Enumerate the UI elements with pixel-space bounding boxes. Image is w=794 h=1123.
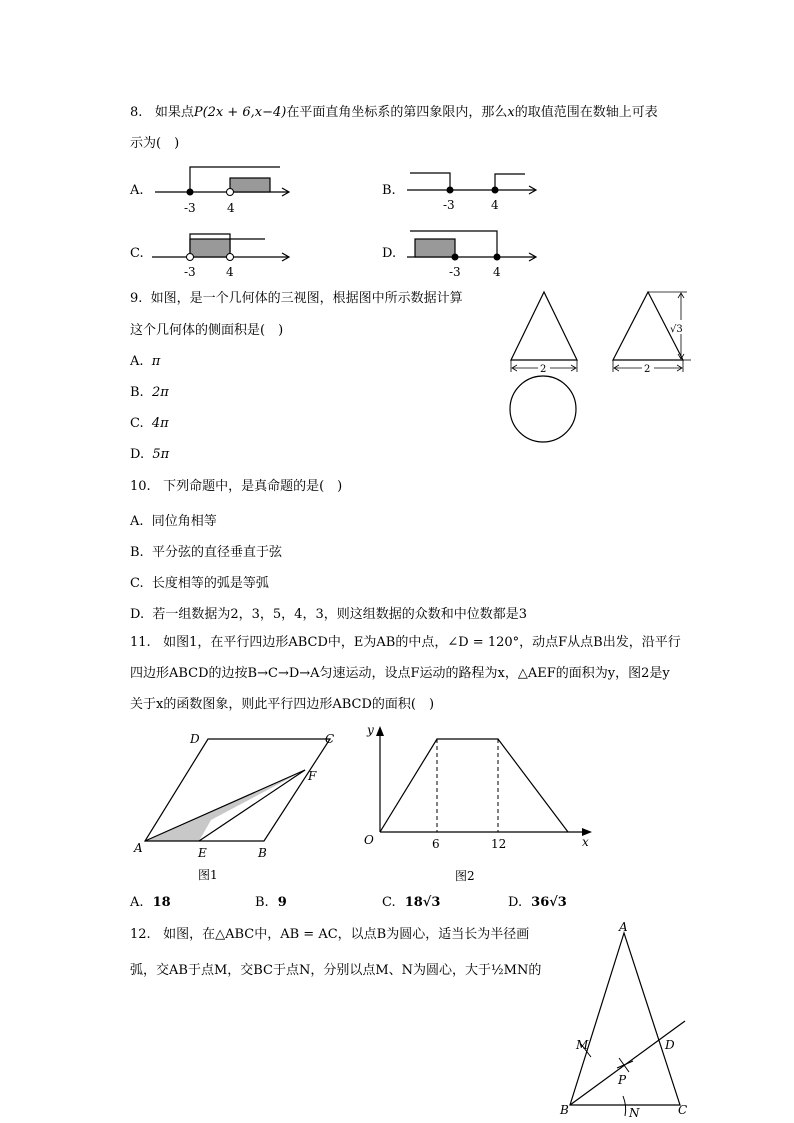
q8-option-b-label: B. — [382, 183, 396, 198]
q8-a-tick-1: -3 — [184, 201, 196, 215]
q11-origin-label: O — [364, 833, 374, 847]
q8-text-b: 在平面直角坐标系的第四象限内，那么 — [286, 105, 508, 120]
q11-tick-12: 12 — [491, 837, 507, 851]
q12-label-c: C — [678, 1103, 688, 1117]
q8-d-tick-2: 4 — [493, 265, 501, 279]
q11-x-axis-label: x — [582, 835, 589, 849]
q10-number: 10. — [130, 479, 151, 494]
q11-figure-2 — [360, 722, 600, 887]
q8-option-b-figure — [405, 162, 545, 217]
q8-option-d-label: D. — [382, 246, 397, 261]
q12-label-n: N — [629, 1106, 640, 1120]
q8-point: P(2x + 6,x−4) — [193, 105, 287, 120]
q9-option-d: D. 5π — [130, 447, 170, 462]
q11-label-d: D — [190, 732, 200, 746]
q11-number: 11. — [130, 635, 151, 650]
q9-line1 — [130, 290, 463, 308]
q12-line2: 弧，交AB于点M，交BC于点N，分别以点M、N为圆心，大于½MN的 — [130, 963, 542, 978]
q10-option-d: D. 若一组数据为2，3，5，4，3，则这组数据的众数和中位数都是3 — [130, 607, 527, 622]
q8-text-c: 的取值范围在数轴上可表 — [514, 105, 658, 120]
q12-label-b: B — [560, 1103, 569, 1117]
q11-fig1-caption: 图1 — [198, 868, 218, 882]
q8-c-tick-1: -3 — [184, 265, 196, 279]
q9-option-a: A. π — [130, 354, 161, 369]
q10-option-b: B. 平分弦的直径垂直于弦 — [130, 545, 282, 560]
q12-number: 12. — [130, 927, 151, 942]
q11-option-d: D. 36√3 — [508, 895, 567, 910]
q12-label-d: D — [665, 1038, 675, 1052]
q9-option-c: C. 4π — [130, 416, 169, 431]
q12-label-m: M — [576, 1038, 589, 1052]
q8-line1 — [130, 104, 658, 122]
q8-number: 8. — [130, 105, 143, 120]
q9-front-width: 2 — [540, 364, 547, 375]
q9-text: 如图，是一个几何体的三视图，根据图中所示数据计算 — [150, 291, 463, 306]
q11-line3: 关于x的函数图象，则此平行四边形ABCD的面积( ) — [130, 697, 435, 712]
q9-three-views-figure — [505, 288, 705, 448]
q11-label-f: F — [308, 769, 317, 783]
q8-b-tick-1: -3 — [443, 198, 455, 212]
q8-option-a-figure — [150, 162, 300, 217]
q11-label-b: B — [258, 846, 267, 860]
q12-label-p: P — [618, 1073, 627, 1087]
q10-text: 下列命题中，是真命题的是( ) — [163, 479, 343, 494]
q8-var: x — [507, 105, 515, 120]
q8-a-tick-2: 4 — [227, 201, 235, 215]
q8-option-a-label: A. — [130, 183, 144, 198]
q11-line2: 四边形ABCD的边按B→C→D→A匀速运动，设点F运动的路程为x，△AEF的面积为y，图2是y — [130, 666, 670, 681]
q9-number: 9. — [130, 291, 143, 306]
q8-line2: 示为( ) — [130, 136, 180, 151]
q12-text-1: 如图，在△ABC中，AB = AC，以点B为圆心，适当长为半径画 — [163, 927, 530, 942]
q11-tick-6: 6 — [432, 837, 440, 851]
q10-stem — [130, 478, 342, 496]
q12-triangle-figure — [555, 918, 700, 1123]
q12-label-a: A — [619, 920, 628, 934]
q11-option-a: A. 18 — [130, 895, 171, 910]
q8-option-c-figure — [150, 226, 300, 281]
q9-option-b: B. 2π — [130, 385, 169, 400]
q10-option-a: A. 同位角相等 — [130, 514, 217, 529]
q11-line1 — [130, 634, 681, 652]
q11-label-e: E — [198, 846, 207, 860]
q9-height: √3 — [670, 324, 683, 335]
q11-text-1: 如图1，在平行四边形ABCD中，E为AB的中点，∠D = 120°，动点F从点B出发，沿平行 — [163, 635, 681, 650]
q8-b-tick-2: 4 — [491, 198, 499, 212]
q11-y-axis-label: y — [367, 723, 374, 737]
q10-option-c: C. 长度相等的弧是等弧 — [130, 576, 269, 591]
q9-line2: 这个几何体的侧面积是( ) — [130, 323, 284, 338]
q8-option-d-figure — [405, 226, 545, 281]
q9-side-width: 2 — [644, 364, 651, 375]
q12-line1 — [130, 926, 529, 944]
q11-option-b: B. 9 — [255, 895, 287, 910]
q11-fig2-caption: 图2 — [455, 869, 475, 883]
q8-option-c-label: C. — [130, 246, 144, 261]
q11-label-c: C — [325, 732, 335, 746]
q8-text-a: 如果点 — [154, 105, 194, 120]
q8-d-tick-1: -3 — [449, 265, 461, 279]
q8-c-tick-2: 4 — [226, 265, 234, 279]
q11-figure-1 — [130, 725, 345, 885]
q11-option-c: C. 18√3 — [382, 895, 441, 910]
q11-label-a: A — [134, 841, 143, 855]
